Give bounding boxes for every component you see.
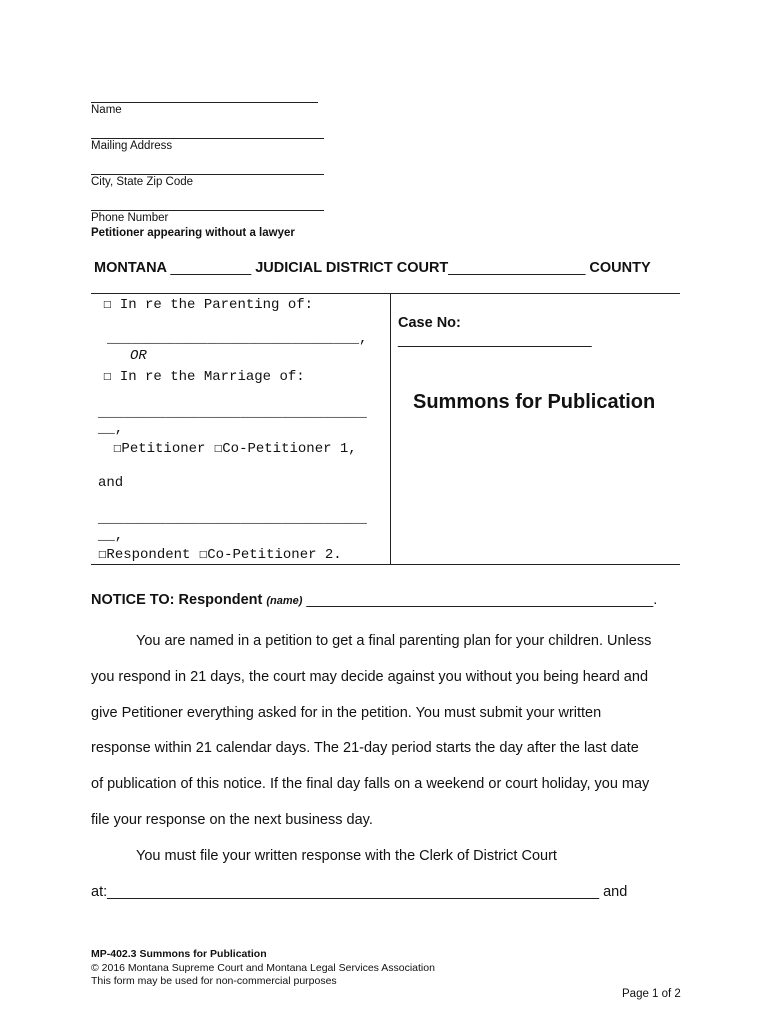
party2-name-blank[interactable]: ________________________________	[98, 511, 367, 527]
address-blank-line[interactable]	[91, 138, 324, 139]
body-line-4: response within 21 calendar days. The 21-day period starts the day after the last date	[91, 740, 639, 756]
city-state-zip-label: City, State Zip Code	[91, 176, 194, 188]
party1-name-blank-tail: __,	[98, 421, 124, 437]
footer-form-id: MP-402.3 Summons for Publication	[91, 948, 267, 960]
state-name: MONTANA	[94, 260, 167, 276]
or-text: OR	[130, 348, 147, 364]
caption-top-border	[91, 293, 680, 294]
caption-divider	[390, 293, 391, 565]
name-label: Name	[91, 104, 122, 116]
parenting-name-blank[interactable]: ______________________________,	[107, 331, 368, 347]
caption-bottom-border	[91, 564, 680, 565]
body-line-7: You must file your written response with the Clerk of District Court	[136, 848, 557, 864]
body-line-2: you respond in 21 days, the court may decide against you without you being heard and	[91, 669, 649, 685]
body-line-1: You are named in a petition to get a final parenting plan for your children. Unless	[136, 633, 652, 649]
mailing-address-label: Mailing Address	[91, 140, 173, 152]
body-line-5: of publication of this notice. If the final day falls on a weekend or court holiday, you may	[91, 776, 650, 792]
and-text: and	[98, 475, 124, 491]
party2-name-blank-tail: __,	[98, 528, 124, 544]
body-line-6: file your response on the next business day.	[91, 812, 373, 828]
page-number: Page 1 of 2	[622, 988, 681, 1000]
case-no-label: Case No:	[398, 315, 461, 331]
notice-label: NOTICE TO: Respondent	[91, 592, 263, 608]
court-name: JUDICIAL DISTRICT COURT	[255, 260, 449, 276]
court-heading	[94, 260, 651, 276]
phone-number-label: Phone Number	[91, 212, 169, 224]
document-title: Summons for Publication	[413, 391, 656, 413]
name-blank-line[interactable]	[91, 102, 318, 103]
case-no-blank[interactable]: ________________________	[398, 332, 592, 348]
marriage-checkbox-line[interactable]: ☐ In re the Marriage of:	[103, 369, 305, 385]
body-line-3: give Petitioner everything asked for in the petition. You must submit your written	[91, 705, 602, 721]
respondent-name-blank[interactable]: ___________________________________________.	[306, 592, 658, 608]
petitioner-note: Petitioner appearing without a lawyer	[91, 227, 295, 239]
notice-name-hint: (name)	[266, 595, 303, 607]
county-blank[interactable]: _________________	[448, 260, 586, 276]
party1-name-blank[interactable]: ________________________________	[98, 405, 367, 421]
footer-usage: This form may be used for non-commercial purposes	[91, 975, 337, 987]
respondent-role-checkboxes[interactable]: ☐Respondent ☐Co-Petitioner 2.	[98, 547, 342, 563]
footer-copyright: © 2016 Montana Supreme Court and Montana Legal Services Association	[91, 962, 435, 974]
county-label: COUNTY	[589, 260, 651, 276]
district-blank[interactable]: __________	[170, 260, 252, 276]
city-blank-line[interactable]	[91, 174, 324, 175]
phone-blank-line[interactable]	[91, 210, 324, 211]
clerk-address-line[interactable]: at:_____________________________________________________________ and	[91, 884, 628, 900]
parenting-checkbox-line[interactable]: ☐ In re the Parenting of:	[103, 297, 314, 313]
notice-line	[91, 592, 657, 608]
petitioner-role-checkboxes[interactable]: ☐Petitioner ☐Co-Petitioner 1,	[113, 441, 357, 457]
